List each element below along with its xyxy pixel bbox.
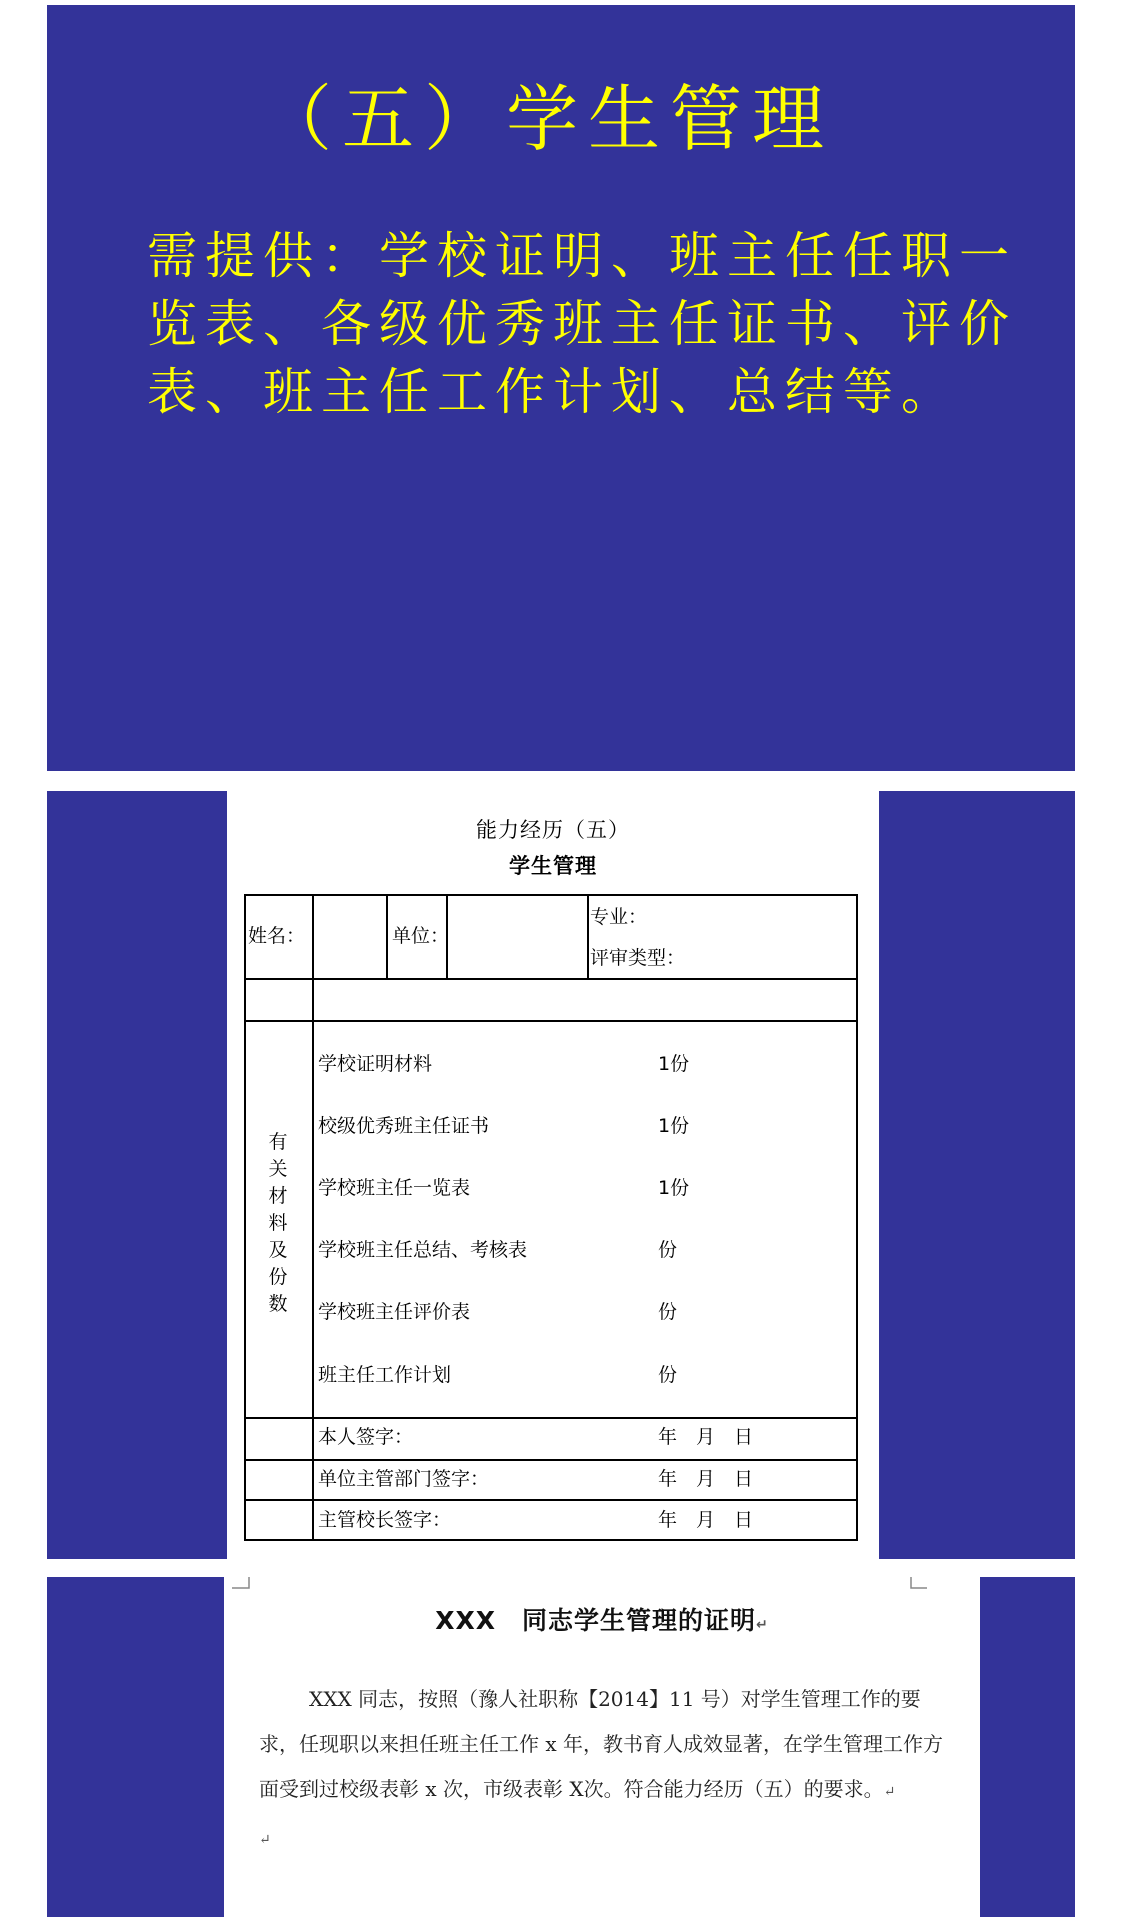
certificate-title [224, 1601, 980, 1637]
signature-label: 单位主管部门签字： [318, 1468, 490, 1490]
table-rule [386, 896, 388, 978]
certificate-body [259, 1677, 959, 1863]
review-type-label: 评审类型： [590, 947, 686, 969]
table-rule [246, 1417, 856, 1419]
material-item: 学校班主任一览表 [318, 1177, 471, 1199]
major-label: 专业： [590, 906, 648, 928]
signature-date: 年 月 日 [658, 1468, 754, 1490]
certificate-body-text: XXX 同志，按照（豫人社职称【2014】11 号）对学生管理工作的要求，任现职以来担任班主任工作 x 年，教书育人成效显著，在学生管理工作方面受到过校级表彰 x 次，市级表彰 X次。符合能力经历（五）的要求。 [259, 1687, 943, 1801]
material-count: 份 [658, 1364, 678, 1386]
material-item: 学校证明材料 [318, 1053, 433, 1075]
signature-label: 主管校长签字： [318, 1509, 452, 1531]
form-subtitle: 学生管理 [509, 854, 597, 878]
signature-label: 本人签字： [318, 1426, 414, 1448]
name-label: 姓名： [248, 925, 306, 947]
paragraph-mark: ↵ [259, 1832, 271, 1848]
table-rule [246, 978, 856, 980]
certificate-title-text: XXX 同志学生管理的证明 [435, 1606, 757, 1635]
material-item: 学校班主任总结、考核表 [318, 1239, 528, 1261]
margin-corner-mark [910, 1577, 928, 1589]
material-count: 1份 [658, 1177, 690, 1199]
table-rule [246, 1499, 856, 1501]
material-count: 份 [658, 1301, 678, 1323]
margin-corner-mark [232, 1577, 250, 1589]
materials-form-table [244, 894, 858, 1541]
paragraph-mark: ↵ [883, 1784, 896, 1800]
form-panel [47, 791, 1075, 1559]
paragraph-mark: ↵ [756, 1617, 769, 1633]
form-title: 能力经历（五） [476, 818, 630, 842]
slide-body: 需提供：学校证明、班主任任职一览表、各级优秀班主任证书、评价表、班主任工作计划、总结等。 [147, 227, 1017, 421]
material-item: 校级优秀班主任证书 [318, 1115, 490, 1137]
unit-label: 单位： [392, 925, 450, 947]
table-rule [246, 1459, 856, 1461]
table-rule [312, 896, 314, 1539]
material-count: 1份 [658, 1053, 690, 1075]
certificate-panel [47, 1577, 1075, 1917]
slide-title: （五）学生管理 [260, 77, 835, 161]
form-page [227, 791, 879, 1559]
slide-panel [47, 5, 1075, 771]
signature-date: 年 月 日 [658, 1509, 754, 1531]
material-item: 班主任工作计划 [318, 1364, 452, 1386]
table-rule [587, 896, 589, 978]
material-count: 份 [658, 1239, 678, 1261]
signature-date: 年 月 日 [658, 1426, 754, 1448]
material-count: 1份 [658, 1115, 690, 1137]
certificate-page [224, 1577, 980, 1917]
materials-label: 有关材料及份数 [268, 1131, 288, 1315]
material-item: 学校班主任评价表 [318, 1301, 471, 1323]
table-rule [246, 1020, 856, 1022]
